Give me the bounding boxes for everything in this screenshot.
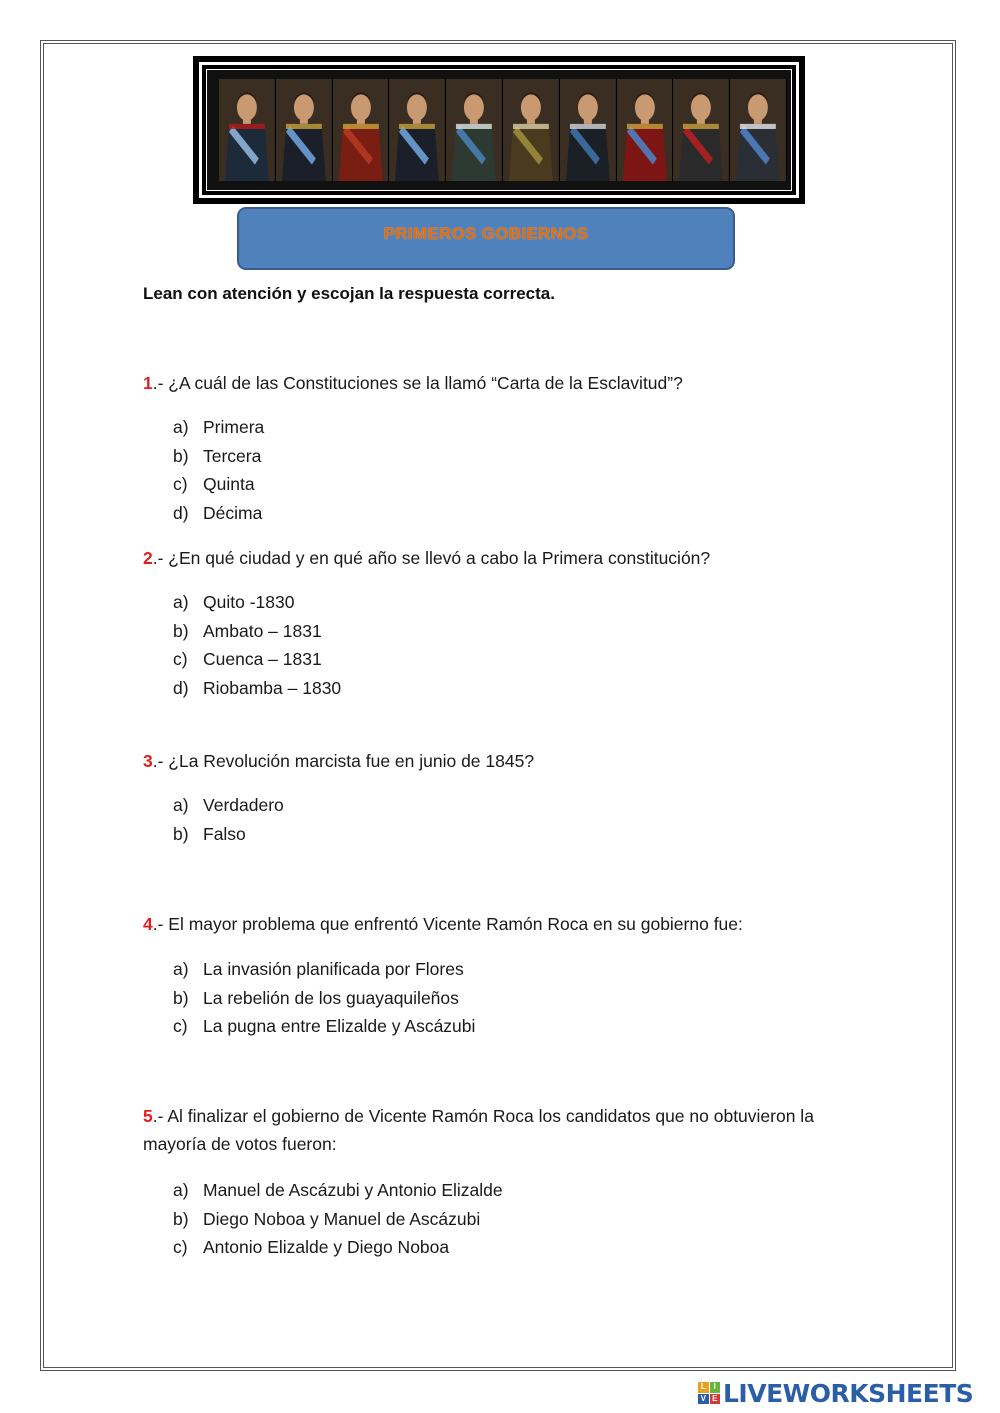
option-q2-c[interactable]: c) Cuenca – 1831 <box>173 649 322 669</box>
question-text: .- ¿A cuál de las Constituciones se la llamó “Carta de la Esclavitud”? <box>152 373 683 393</box>
option-q5-a[interactable]: a) Manuel de Ascázubi y Antonio Elizalde <box>173 1180 503 1200</box>
title-banner <box>237 207 735 270</box>
portrait-8 <box>617 79 674 181</box>
question-text: .- Al finalizar el gobierno de Vicente Ramón Roca los candidatos que no obtuvieron la mayoría de votos fueron: <box>143 1106 814 1154</box>
question-number: 4 <box>143 914 153 934</box>
question-text: .- El mayor problema que enfrentó Vicente Ramón Roca en su gobierno fue: <box>152 914 743 934</box>
question-number: 3 <box>143 751 153 771</box>
question-5 <box>143 1102 863 1158</box>
option-q2-a[interactable]: a) Quito -1830 <box>173 592 295 612</box>
portrait-strip <box>219 79 787 181</box>
portrait-1 <box>219 79 276 181</box>
options-q4 <box>173 955 475 1041</box>
logo-letter: I <box>710 1382 721 1393</box>
question-3 <box>143 747 873 775</box>
option-q2-b[interactable]: b) Ambato – 1831 <box>173 620 322 641</box>
question-number: 1 <box>143 373 153 393</box>
option-q5-c[interactable]: c) Antonio Elizalde y Diego Noboa <box>173 1237 450 1257</box>
page-title: PRIMEROS GOBIERNOS <box>383 224 589 243</box>
question-text: .- ¿La Revolución marcista fue en junio de 1845? <box>152 751 535 771</box>
options-q1 <box>173 413 264 527</box>
question-number: 2 <box>143 548 153 568</box>
options-q2 <box>173 588 341 702</box>
option-q4-c[interactable]: c) La pugna entre Elizalde y Ascázubi <box>173 1016 476 1036</box>
option-q4-a[interactable]: a) La invasión planificada por Flores <box>173 959 464 979</box>
portrait-5 <box>446 79 503 181</box>
portrait-10 <box>730 79 787 181</box>
option-q1-d[interactable]: d) Décima <box>173 502 263 523</box>
logo-text: LIVEWORKSHEETS <box>723 1378 974 1408</box>
portrait-6 <box>503 79 560 181</box>
option-q4-b[interactable]: b) La rebelión de los guayaquileños <box>173 987 459 1008</box>
options-q3 <box>173 791 284 848</box>
portrait-9 <box>673 79 730 181</box>
logo-letter: E <box>710 1394 721 1405</box>
logo-icon <box>698 1382 720 1404</box>
logo-letter: L <box>698 1382 709 1393</box>
portrait-7 <box>560 79 617 181</box>
header-banner <box>193 56 805 204</box>
question-2 <box>143 544 873 572</box>
option-q1-a[interactable]: a) Primera <box>173 417 265 437</box>
option-q2-d[interactable]: d) Riobamba – 1830 <box>173 677 342 698</box>
option-q1-b[interactable]: b) Tercera <box>173 445 262 466</box>
instructions: Lean con atención y escojan la respuesta correcta. <box>143 284 555 303</box>
options-q5 <box>173 1176 503 1262</box>
portrait-4 <box>389 79 446 181</box>
question-4 <box>143 910 873 938</box>
logo-letter: V <box>698 1394 709 1405</box>
option-q3-b[interactable]: b) Falso <box>173 823 246 844</box>
liveworksheets-logo[interactable] <box>698 1378 973 1408</box>
question-text: .- ¿En qué ciudad y en qué año se llevó a cabo la Primera constitución? <box>152 548 711 568</box>
option-q5-b[interactable]: b) Diego Noboa y Manuel de Ascázubi <box>173 1208 481 1229</box>
question-number: 5 <box>143 1106 153 1126</box>
portrait-3 <box>333 79 390 181</box>
question-1 <box>143 369 873 397</box>
option-q3-a[interactable]: a) Verdadero <box>173 795 284 815</box>
portrait-2 <box>276 79 333 181</box>
option-q1-c[interactable]: c) Quinta <box>173 474 255 494</box>
